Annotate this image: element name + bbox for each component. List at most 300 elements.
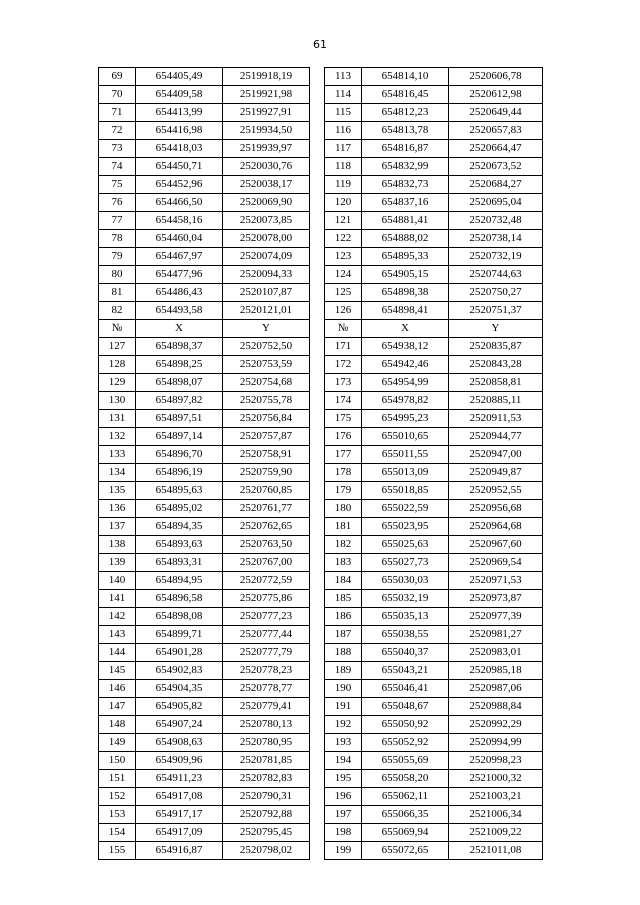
- y-coordinate-cell: 2520792,88: [223, 806, 310, 824]
- column-separator: [310, 716, 325, 734]
- column-separator: [310, 554, 325, 572]
- point-number-cell: 115: [325, 104, 362, 122]
- point-number-cell: 75: [99, 176, 136, 194]
- table-row: [99, 626, 543, 644]
- table-row: [99, 644, 543, 662]
- point-number-cell: 135: [99, 482, 136, 500]
- x-coordinate-cell: 654896,19: [136, 464, 223, 482]
- point-number-cell: 76: [99, 194, 136, 212]
- x-coordinate-cell: 654917,17: [136, 806, 223, 824]
- x-coordinate-cell: 654901,28: [136, 644, 223, 662]
- point-number-cell: 194: [325, 752, 362, 770]
- y-coordinate-cell: 2519927,91: [223, 104, 310, 122]
- y-coordinate-cell: 2520911,53: [449, 410, 543, 428]
- coordinates-table-body: [99, 68, 543, 860]
- point-number-cell: 197: [325, 806, 362, 824]
- column-separator: [310, 140, 325, 158]
- y-coordinate-cell: 2520983,01: [449, 644, 543, 662]
- point-number-cell: 145: [99, 662, 136, 680]
- number-header: №: [99, 320, 136, 338]
- point-number-cell: 151: [99, 770, 136, 788]
- x-coordinate-cell: 654832,73: [362, 176, 449, 194]
- y-coordinate-cell: 2520780,95: [223, 734, 310, 752]
- point-number-cell: 114: [325, 86, 362, 104]
- x-coordinate-cell: 654978,82: [362, 392, 449, 410]
- point-number-cell: 174: [325, 392, 362, 410]
- column-separator: [310, 626, 325, 644]
- x-coordinate-cell: 654905,82: [136, 698, 223, 716]
- point-number-cell: 190: [325, 680, 362, 698]
- point-number-cell: 196: [325, 788, 362, 806]
- point-number-cell: 77: [99, 212, 136, 230]
- y-coordinate-cell: 2520755,78: [223, 392, 310, 410]
- y-coordinate-cell: 2520664,47: [449, 140, 543, 158]
- table-row: [99, 464, 543, 482]
- column-separator: [310, 572, 325, 590]
- table-row: [99, 374, 543, 392]
- table-row: [99, 284, 543, 302]
- y-coordinate-cell: 2520778,23: [223, 662, 310, 680]
- x-coordinate-cell: 654816,45: [362, 86, 449, 104]
- x-coordinate-cell: 655013,09: [362, 464, 449, 482]
- point-number-cell: 129: [99, 374, 136, 392]
- x-coordinate-cell: 654837,16: [362, 194, 449, 212]
- x-coordinate-cell: 655032,19: [362, 590, 449, 608]
- point-number-cell: 176: [325, 428, 362, 446]
- point-number-cell: 113: [325, 68, 362, 86]
- point-number-cell: 131: [99, 410, 136, 428]
- y-coordinate-cell: 2520754,68: [223, 374, 310, 392]
- x-header: X: [362, 320, 449, 338]
- y-coordinate-cell: 2520843,28: [449, 356, 543, 374]
- point-number-cell: 122: [325, 230, 362, 248]
- table-row: [99, 716, 543, 734]
- column-separator: [310, 662, 325, 680]
- point-number-cell: 146: [99, 680, 136, 698]
- y-coordinate-cell: 2520756,84: [223, 410, 310, 428]
- x-coordinate-cell: 655038,55: [362, 626, 449, 644]
- point-number-cell: 126: [325, 302, 362, 320]
- y-coordinate-cell: 2520752,50: [223, 338, 310, 356]
- y-coordinate-cell: 2520750,27: [449, 284, 543, 302]
- y-coordinate-cell: 2520777,23: [223, 608, 310, 626]
- point-number-cell: 70: [99, 86, 136, 104]
- table-row: [99, 122, 543, 140]
- table-row: [99, 590, 543, 608]
- table-row: [99, 212, 543, 230]
- x-coordinate-cell: 655010,65: [362, 428, 449, 446]
- table-row: [99, 86, 543, 104]
- x-coordinate-cell: 654832,99: [362, 158, 449, 176]
- table-row: [99, 572, 543, 590]
- point-number-cell: 140: [99, 572, 136, 590]
- y-coordinate-cell: 2520732,19: [449, 248, 543, 266]
- column-separator: [310, 86, 325, 104]
- table-row: [99, 680, 543, 698]
- point-number-cell: 134: [99, 464, 136, 482]
- y-coordinate-cell: 2520952,55: [449, 482, 543, 500]
- column-separator: [310, 680, 325, 698]
- y-coordinate-cell: 2520964,68: [449, 518, 543, 536]
- x-coordinate-cell: 654897,51: [136, 410, 223, 428]
- column-separator: [310, 122, 325, 140]
- y-coordinate-cell: 2520947,00: [449, 446, 543, 464]
- table-row: [99, 446, 543, 464]
- x-coordinate-cell: 654898,08: [136, 608, 223, 626]
- table-row: [99, 248, 543, 266]
- point-number-cell: 188: [325, 644, 362, 662]
- x-coordinate-cell: 654893,31: [136, 554, 223, 572]
- y-coordinate-cell: 2520657,83: [449, 122, 543, 140]
- x-coordinate-cell: 654902,83: [136, 662, 223, 680]
- y-coordinate-cell: 2520835,87: [449, 338, 543, 356]
- point-number-cell: 175: [325, 410, 362, 428]
- column-separator: [310, 428, 325, 446]
- y-coordinate-cell: 2520744,63: [449, 266, 543, 284]
- x-coordinate-cell: 655027,73: [362, 554, 449, 572]
- y-coordinate-cell: 2520790,31: [223, 788, 310, 806]
- x-coordinate-cell: 654898,25: [136, 356, 223, 374]
- y-coordinate-cell: 2521003,21: [449, 788, 543, 806]
- column-separator: [310, 248, 325, 266]
- point-number-cell: 182: [325, 536, 362, 554]
- x-coordinate-cell: 654942,46: [362, 356, 449, 374]
- column-separator: [310, 842, 325, 860]
- point-number-cell: 171: [325, 338, 362, 356]
- x-coordinate-cell: 655050,92: [362, 716, 449, 734]
- table-row: [99, 824, 543, 842]
- y-coordinate-cell: 2520994,99: [449, 734, 543, 752]
- point-number-cell: 125: [325, 284, 362, 302]
- point-number-cell: 81: [99, 284, 136, 302]
- table-row: [99, 788, 543, 806]
- x-coordinate-cell: 654909,96: [136, 752, 223, 770]
- point-number-cell: 181: [325, 518, 362, 536]
- point-number-cell: 82: [99, 302, 136, 320]
- y-coordinate-cell: 2520030,76: [223, 158, 310, 176]
- point-number-cell: 148: [99, 716, 136, 734]
- y-coordinate-cell: 2520987,06: [449, 680, 543, 698]
- x-coordinate-cell: 654413,99: [136, 104, 223, 122]
- column-separator: [310, 644, 325, 662]
- point-number-cell: 121: [325, 212, 362, 230]
- point-number-cell: 198: [325, 824, 362, 842]
- x-coordinate-cell: 654416,98: [136, 122, 223, 140]
- x-coordinate-cell: 654888,02: [362, 230, 449, 248]
- point-number-cell: 119: [325, 176, 362, 194]
- column-separator: [310, 698, 325, 716]
- y-coordinate-cell: 2520767,00: [223, 554, 310, 572]
- x-coordinate-cell: 655048,67: [362, 698, 449, 716]
- y-coordinate-cell: 2520763,50: [223, 536, 310, 554]
- column-separator: [310, 734, 325, 752]
- column-separator: [310, 212, 325, 230]
- page-number: 61: [313, 38, 327, 51]
- x-coordinate-cell: 654418,03: [136, 140, 223, 158]
- column-separator: [310, 158, 325, 176]
- point-number-cell: 123: [325, 248, 362, 266]
- x-coordinate-cell: 655058,20: [362, 770, 449, 788]
- point-number-cell: 69: [99, 68, 136, 86]
- point-number-cell: 128: [99, 356, 136, 374]
- table-row: [99, 68, 543, 86]
- y-coordinate-cell: 2520944,77: [449, 428, 543, 446]
- table-row: [99, 176, 543, 194]
- point-number-cell: 199: [325, 842, 362, 860]
- x-coordinate-cell: 654917,08: [136, 788, 223, 806]
- point-number-cell: 118: [325, 158, 362, 176]
- x-coordinate-cell: 655011,55: [362, 446, 449, 464]
- column-separator: [310, 788, 325, 806]
- x-coordinate-cell: 654813,78: [362, 122, 449, 140]
- point-number-cell: 73: [99, 140, 136, 158]
- x-coordinate-cell: 655046,41: [362, 680, 449, 698]
- y-coordinate-cell: 2520684,27: [449, 176, 543, 194]
- x-coordinate-cell: 655035,13: [362, 608, 449, 626]
- point-number-cell: 144: [99, 644, 136, 662]
- column-separator: [310, 284, 325, 302]
- y-coordinate-cell: 2520998,23: [449, 752, 543, 770]
- point-number-cell: 136: [99, 500, 136, 518]
- x-coordinate-cell: 654898,07: [136, 374, 223, 392]
- point-number-cell: 187: [325, 626, 362, 644]
- y-coordinate-cell: 2520673,52: [449, 158, 543, 176]
- column-separator: [310, 464, 325, 482]
- table-row: [99, 734, 543, 752]
- x-coordinate-cell: 654467,97: [136, 248, 223, 266]
- point-number-cell: 180: [325, 500, 362, 518]
- x-coordinate-cell: 654409,58: [136, 86, 223, 104]
- x-coordinate-cell: 654814,10: [362, 68, 449, 86]
- point-number-cell: 155: [99, 842, 136, 860]
- table-row: [99, 842, 543, 860]
- table-row: [99, 518, 543, 536]
- y-coordinate-cell: 2520949,87: [449, 464, 543, 482]
- x-coordinate-cell: 654405,49: [136, 68, 223, 86]
- table-row: [99, 158, 543, 176]
- x-coordinate-cell: 654894,35: [136, 518, 223, 536]
- column-separator: [310, 446, 325, 464]
- y-coordinate-cell: 2520858,81: [449, 374, 543, 392]
- point-number-cell: 74: [99, 158, 136, 176]
- y-coordinate-cell: 2520759,90: [223, 464, 310, 482]
- y-coordinate-cell: 2520956,68: [449, 500, 543, 518]
- point-number-cell: 154: [99, 824, 136, 842]
- x-coordinate-cell: 655066,35: [362, 806, 449, 824]
- point-number-cell: 127: [99, 338, 136, 356]
- x-coordinate-cell: 654894,95: [136, 572, 223, 590]
- point-number-cell: 117: [325, 140, 362, 158]
- table-row: [99, 482, 543, 500]
- y-header: Y: [449, 320, 543, 338]
- table-row: [99, 428, 543, 446]
- y-coordinate-cell: 2520649,44: [449, 104, 543, 122]
- x-coordinate-cell: 654896,70: [136, 446, 223, 464]
- point-number-cell: 79: [99, 248, 136, 266]
- column-separator: [310, 104, 325, 122]
- point-number-cell: 138: [99, 536, 136, 554]
- point-number-cell: 193: [325, 734, 362, 752]
- y-coordinate-cell: 2521006,34: [449, 806, 543, 824]
- y-coordinate-cell: 2520885,11: [449, 392, 543, 410]
- point-number-cell: 124: [325, 266, 362, 284]
- column-separator: [310, 536, 325, 554]
- x-coordinate-cell: 655023,95: [362, 518, 449, 536]
- point-number-cell: 133: [99, 446, 136, 464]
- x-coordinate-cell: 654493,58: [136, 302, 223, 320]
- point-number-cell: 195: [325, 770, 362, 788]
- y-coordinate-cell: 2520772,59: [223, 572, 310, 590]
- column-separator: [310, 194, 325, 212]
- x-coordinate-cell: 655055,69: [362, 752, 449, 770]
- x-coordinate-cell: 655018,85: [362, 482, 449, 500]
- x-coordinate-cell: 655040,37: [362, 644, 449, 662]
- column-separator: [310, 68, 325, 86]
- column-separator: [310, 482, 325, 500]
- column-separator: [310, 518, 325, 536]
- point-number-cell: 191: [325, 698, 362, 716]
- point-number-cell: 139: [99, 554, 136, 572]
- y-coordinate-cell: 2520775,86: [223, 590, 310, 608]
- table-row: [99, 356, 543, 374]
- y-coordinate-cell: 2520606,78: [449, 68, 543, 86]
- table-row: [99, 500, 543, 518]
- point-number-cell: 78: [99, 230, 136, 248]
- table-row: [99, 392, 543, 410]
- number-header: №: [325, 320, 362, 338]
- coordinates-table: [98, 67, 543, 860]
- y-coordinate-cell: 2520078,00: [223, 230, 310, 248]
- point-number-cell: 184: [325, 572, 362, 590]
- x-coordinate-cell: 654816,87: [362, 140, 449, 158]
- point-number-cell: 130: [99, 392, 136, 410]
- x-coordinate-cell: 654458,16: [136, 212, 223, 230]
- column-separator: [310, 338, 325, 356]
- y-coordinate-cell: 2521000,32: [449, 770, 543, 788]
- column-separator: [310, 176, 325, 194]
- x-coordinate-cell: 654477,96: [136, 266, 223, 284]
- y-coordinate-cell: 2520795,45: [223, 824, 310, 842]
- x-coordinate-cell: 654908,63: [136, 734, 223, 752]
- x-coordinate-cell: 655030,03: [362, 572, 449, 590]
- y-coordinate-cell: 2520780,13: [223, 716, 310, 734]
- y-coordinate-cell: 2519921,98: [223, 86, 310, 104]
- y-coordinate-cell: 2520781,85: [223, 752, 310, 770]
- y-coordinate-cell: 2520778,77: [223, 680, 310, 698]
- y-coordinate-cell: 2520798,02: [223, 842, 310, 860]
- y-coordinate-cell: 2520121,01: [223, 302, 310, 320]
- y-coordinate-cell: 2520757,87: [223, 428, 310, 446]
- x-coordinate-cell: 654897,82: [136, 392, 223, 410]
- x-coordinate-cell: 654911,23: [136, 770, 223, 788]
- y-coordinate-cell: 2520782,83: [223, 770, 310, 788]
- table-row: [99, 410, 543, 428]
- y-coordinate-cell: 2520038,17: [223, 176, 310, 194]
- column-separator: [310, 752, 325, 770]
- x-coordinate-cell: 655025,63: [362, 536, 449, 554]
- y-coordinate-cell: 2520777,44: [223, 626, 310, 644]
- x-coordinate-cell: 655072,65: [362, 842, 449, 860]
- y-coordinate-cell: 2520992,29: [449, 716, 543, 734]
- point-number-cell: 173: [325, 374, 362, 392]
- y-coordinate-cell: 2520695,04: [449, 194, 543, 212]
- y-coordinate-cell: 2520988,84: [449, 698, 543, 716]
- x-coordinate-cell: 654881,41: [362, 212, 449, 230]
- table-row: [99, 104, 543, 122]
- x-coordinate-cell: 654812,23: [362, 104, 449, 122]
- x-coordinate-cell: 654895,63: [136, 482, 223, 500]
- point-number-cell: 177: [325, 446, 362, 464]
- table-row: [99, 536, 543, 554]
- x-coordinate-cell: 655043,21: [362, 662, 449, 680]
- table-row: [99, 338, 543, 356]
- point-number-cell: 132: [99, 428, 136, 446]
- column-separator: [310, 590, 325, 608]
- point-number-cell: 71: [99, 104, 136, 122]
- table-row: [99, 806, 543, 824]
- y-coordinate-cell: 2520762,65: [223, 518, 310, 536]
- point-number-cell: 142: [99, 608, 136, 626]
- point-number-cell: 189: [325, 662, 362, 680]
- y-coordinate-cell: 2520973,87: [449, 590, 543, 608]
- x-coordinate-cell: 654897,14: [136, 428, 223, 446]
- column-separator: [310, 266, 325, 284]
- point-number-cell: 143: [99, 626, 136, 644]
- table-row: [99, 554, 543, 572]
- table-row: [99, 662, 543, 680]
- point-number-cell: 178: [325, 464, 362, 482]
- point-number-cell: 137: [99, 518, 136, 536]
- column-separator: [310, 392, 325, 410]
- point-number-cell: 80: [99, 266, 136, 284]
- y-coordinate-cell: 2520753,59: [223, 356, 310, 374]
- x-coordinate-cell: 654898,41: [362, 302, 449, 320]
- table-row: [99, 302, 543, 320]
- point-number-cell: 172: [325, 356, 362, 374]
- x-coordinate-cell: 654896,58: [136, 590, 223, 608]
- point-number-cell: 179: [325, 482, 362, 500]
- x-coordinate-cell: 654895,33: [362, 248, 449, 266]
- x-coordinate-cell: 654460,04: [136, 230, 223, 248]
- y-coordinate-cell: 2521011,08: [449, 842, 543, 860]
- table-row: [99, 770, 543, 788]
- column-separator: [310, 374, 325, 392]
- table-row: [99, 230, 543, 248]
- x-coordinate-cell: 654898,38: [362, 284, 449, 302]
- y-coordinate-cell: 2520977,39: [449, 608, 543, 626]
- y-coordinate-cell: 2519934,50: [223, 122, 310, 140]
- table-header-row: [99, 320, 543, 338]
- y-coordinate-cell: 2520967,60: [449, 536, 543, 554]
- y-coordinate-cell: 2519939,97: [223, 140, 310, 158]
- point-number-cell: 192: [325, 716, 362, 734]
- point-number-cell: 141: [99, 590, 136, 608]
- y-coordinate-cell: 2520751,37: [449, 302, 543, 320]
- y-coordinate-cell: 2520779,41: [223, 698, 310, 716]
- point-number-cell: 150: [99, 752, 136, 770]
- table-row: [99, 698, 543, 716]
- column-separator: [310, 500, 325, 518]
- y-coordinate-cell: 2520761,77: [223, 500, 310, 518]
- y-header: Y: [223, 320, 310, 338]
- table-row: [99, 140, 543, 158]
- y-coordinate-cell: 2520760,85: [223, 482, 310, 500]
- x-coordinate-cell: 654907,24: [136, 716, 223, 734]
- column-separator: [310, 770, 325, 788]
- y-coordinate-cell: 2519918,19: [223, 68, 310, 86]
- point-number-cell: 186: [325, 608, 362, 626]
- x-coordinate-cell: 654450,71: [136, 158, 223, 176]
